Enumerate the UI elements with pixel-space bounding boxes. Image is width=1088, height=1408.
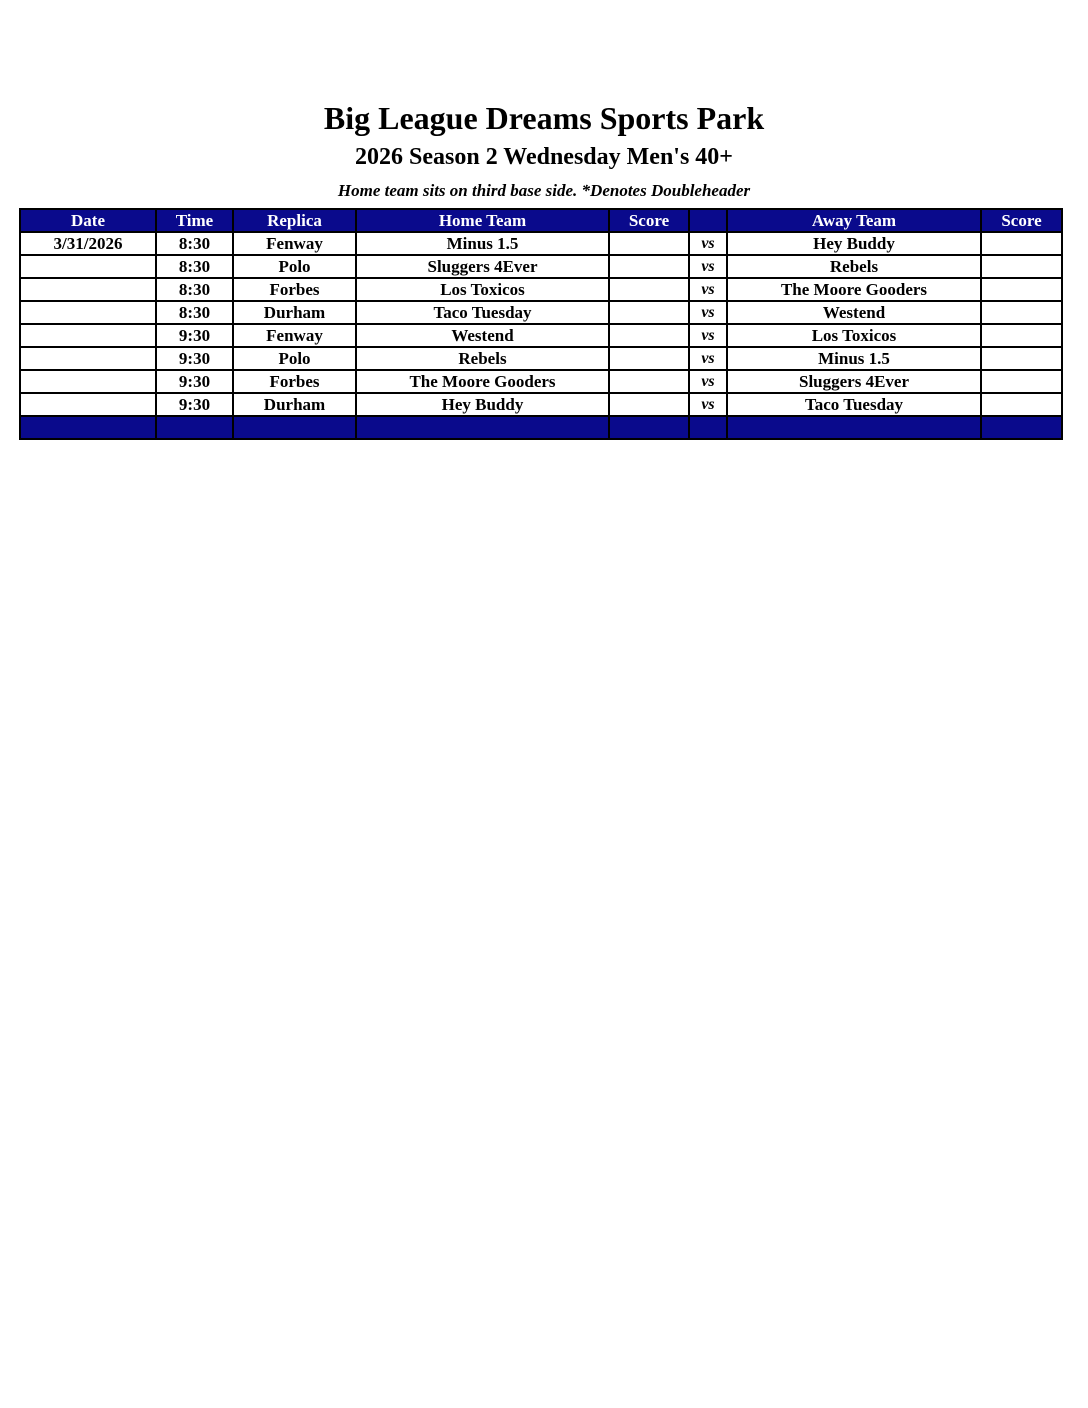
table-row xyxy=(20,324,1062,347)
cell-time: 9:30 xyxy=(156,324,233,347)
cell-home-score xyxy=(609,232,689,255)
cell-away-team: Los Toxicos xyxy=(727,324,981,347)
cell-date xyxy=(20,370,156,393)
cell-time: 9:30 xyxy=(156,347,233,370)
cell-vs: vs xyxy=(689,278,727,301)
cell-vs: vs xyxy=(689,255,727,278)
schedule-note: Home team sits on third base side. *Denotes Doubleheader xyxy=(337,181,751,200)
cell-home-team: The Moore Gooders xyxy=(356,370,609,393)
cell-date xyxy=(20,347,156,370)
cell-date xyxy=(20,324,156,347)
footer-cell xyxy=(689,416,727,439)
cell-replica: Polo xyxy=(233,347,356,370)
footer-cell xyxy=(609,416,689,439)
cell-vs: vs xyxy=(689,393,727,416)
column-header-time: Time xyxy=(156,209,233,232)
column-header-away-score: Score xyxy=(981,209,1062,232)
cell-replica: Durham xyxy=(233,393,356,416)
cell-time: 8:30 xyxy=(156,255,233,278)
cell-vs: vs xyxy=(689,301,727,324)
cell-away-score xyxy=(981,370,1062,393)
cell-replica: Durham xyxy=(233,301,356,324)
cell-away-team: Minus 1.5 xyxy=(727,347,981,370)
cell-vs: vs xyxy=(689,232,727,255)
table-row xyxy=(20,347,1062,370)
cell-home-score xyxy=(609,324,689,347)
cell-away-score xyxy=(981,347,1062,370)
cell-away-score xyxy=(981,324,1062,347)
table-row xyxy=(20,278,1062,301)
footer-cell xyxy=(156,416,233,439)
cell-vs: vs xyxy=(689,370,727,393)
footer-cell xyxy=(233,416,356,439)
column-header-away-team: Away Team xyxy=(727,209,981,232)
cell-home-team: Taco Tuesday xyxy=(356,301,609,324)
table-row xyxy=(20,301,1062,324)
cell-time: 9:30 xyxy=(156,370,233,393)
cell-home-team: Westend xyxy=(356,324,609,347)
cell-home-score xyxy=(609,393,689,416)
table-row xyxy=(20,232,1062,255)
cell-home-team: Minus 1.5 xyxy=(356,232,609,255)
footer-cell xyxy=(20,416,156,439)
cell-home-score xyxy=(609,255,689,278)
cell-away-team: Sluggers 4Ever xyxy=(727,370,981,393)
column-header-home-score: Score xyxy=(609,209,689,232)
cell-replica: Polo xyxy=(233,255,356,278)
cell-time: 8:30 xyxy=(156,278,233,301)
cell-away-score xyxy=(981,393,1062,416)
column-header-replica: Replica xyxy=(233,209,356,232)
cell-away-team: Hey Buddy xyxy=(727,232,981,255)
cell-away-team: Rebels xyxy=(727,255,981,278)
schedule-table xyxy=(19,208,1063,440)
cell-time: 8:30 xyxy=(156,301,233,324)
table-header-row xyxy=(20,209,1062,232)
cell-replica: Fenway xyxy=(233,324,356,347)
cell-date xyxy=(20,255,156,278)
column-header-home-team: Home Team xyxy=(356,209,609,232)
cell-home-team: Rebels xyxy=(356,347,609,370)
cell-away-team: The Moore Gooders xyxy=(727,278,981,301)
cell-home-score xyxy=(609,278,689,301)
cell-home-score xyxy=(609,301,689,324)
cell-replica: Forbes xyxy=(233,370,356,393)
cell-time: 8:30 xyxy=(156,232,233,255)
cell-home-score xyxy=(609,347,689,370)
cell-date xyxy=(20,393,156,416)
cell-home-team: Los Toxicos xyxy=(356,278,609,301)
footer-cell xyxy=(981,416,1062,439)
table-row xyxy=(20,370,1062,393)
cell-vs: vs xyxy=(689,347,727,370)
cell-vs: vs xyxy=(689,324,727,347)
cell-date xyxy=(20,278,156,301)
cell-away-score xyxy=(981,278,1062,301)
cell-home-team: Hey Buddy xyxy=(356,393,609,416)
cell-date xyxy=(20,301,156,324)
footer-cell xyxy=(727,416,981,439)
cell-away-score xyxy=(981,301,1062,324)
cell-replica: Forbes xyxy=(233,278,356,301)
cell-date: 3/31/2026 xyxy=(20,232,156,255)
page-title: Big League Dreams Sports Park xyxy=(323,100,765,136)
table-row xyxy=(20,255,1062,278)
cell-away-score xyxy=(981,232,1062,255)
footer-cell xyxy=(356,416,609,439)
cell-away-team: Westend xyxy=(727,301,981,324)
table-footer-bar xyxy=(20,416,1062,439)
cell-replica: Fenway xyxy=(233,232,356,255)
cell-home-score xyxy=(609,370,689,393)
page-subtitle: 2026 Season 2 Wednesday Men's 40+ xyxy=(355,144,733,170)
cell-time: 9:30 xyxy=(156,393,233,416)
cell-away-score xyxy=(981,255,1062,278)
cell-away-team: Taco Tuesday xyxy=(727,393,981,416)
column-header-date: Date xyxy=(20,209,156,232)
column-header-vs xyxy=(689,209,727,232)
cell-home-team: Sluggers 4Ever xyxy=(356,255,609,278)
table-row xyxy=(20,393,1062,416)
